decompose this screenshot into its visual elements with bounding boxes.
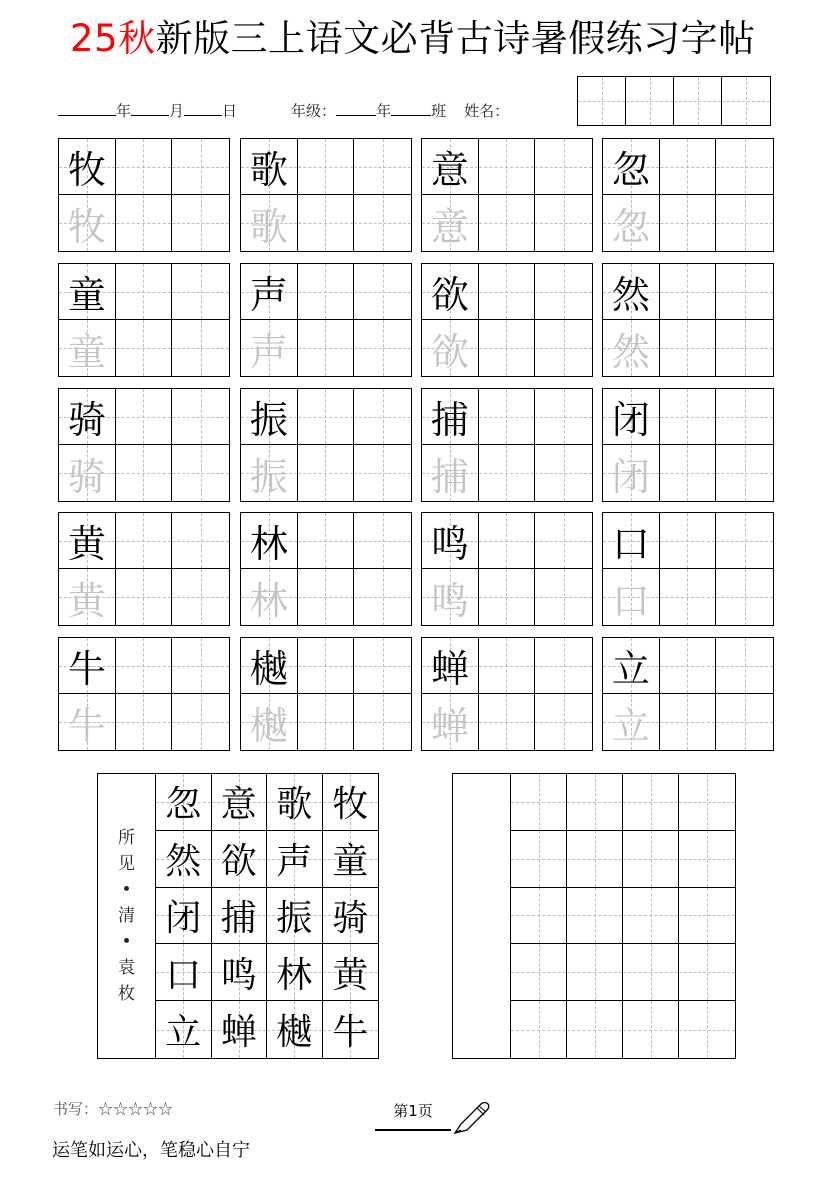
practice-block: [58, 637, 230, 751]
writing-cell[interactable]: [241, 569, 298, 625]
writing-cell[interactable]: [116, 320, 173, 376]
writing-cell[interactable]: [172, 638, 229, 694]
poem-cell: [156, 774, 212, 831]
writing-cell[interactable]: [660, 264, 717, 320]
writing-cell[interactable]: [59, 513, 116, 569]
info-line: [58, 100, 509, 122]
writing-cell[interactable]: [116, 569, 173, 625]
writing-cell[interactable]: [716, 320, 773, 376]
poem-character: 樾: [276, 1012, 313, 1054]
writing-cell[interactable]: [535, 389, 592, 445]
trace-character: 鸣: [430, 578, 469, 623]
poem-cell: [323, 774, 379, 831]
poem-character: 牧: [332, 784, 369, 826]
writing-cell[interactable]: [241, 513, 298, 569]
writing-cell[interactable]: [479, 694, 536, 750]
title-prefix: 25秋: [70, 17, 156, 60]
trace-character: 牧: [67, 204, 106, 249]
model-character: 口: [611, 522, 650, 566]
writing-cell[interactable]: [716, 139, 773, 195]
model-character: 然: [611, 273, 650, 317]
poem-title-char: •: [121, 932, 132, 952]
writing-cell[interactable]: [535, 445, 592, 501]
blank-writing-cell[interactable]: [679, 944, 735, 1001]
writing-cell[interactable]: [59, 569, 116, 625]
writing-cell[interactable]: [535, 195, 592, 251]
practice-block: [602, 512, 774, 626]
writing-cell[interactable]: [172, 513, 229, 569]
model-character: 林: [249, 522, 288, 566]
poem-character: 闭: [165, 897, 202, 939]
model-character: 捕: [430, 398, 469, 442]
blank-writing-cell[interactable]: [679, 1001, 735, 1058]
poem-character: 蝉: [220, 1012, 257, 1054]
blank-practice-box: [452, 773, 736, 1059]
writing-cell[interactable]: [535, 320, 592, 376]
writing-cell[interactable]: [172, 389, 229, 445]
writing-cell[interactable]: [354, 264, 411, 320]
poem-title-char: •: [121, 880, 132, 900]
writing-cell[interactable]: [479, 513, 536, 569]
writing-cell[interactable]: [535, 139, 592, 195]
model-character: 立: [611, 647, 650, 691]
trace-character: 意: [430, 204, 469, 249]
rating-label: 书写：☆☆☆☆☆: [53, 1100, 174, 1118]
poem-grid: [156, 774, 378, 1058]
writing-cell[interactable]: [660, 569, 717, 625]
writing-cell[interactable]: [603, 569, 660, 625]
blank-writing-cell[interactable]: [679, 831, 735, 888]
model-character: 忽: [611, 148, 650, 192]
writing-cell[interactable]: [59, 139, 116, 195]
blank-writing-cell[interactable]: [511, 1001, 567, 1058]
trace-character: 捕: [430, 454, 469, 499]
trace-character: 口: [611, 578, 650, 623]
poem-character: 林: [276, 954, 313, 996]
trace-character: 忽: [611, 204, 650, 249]
trace-character: 蝉: [430, 703, 469, 748]
blank-writing-cell[interactable]: [567, 888, 623, 945]
poem-cell: [267, 944, 323, 1001]
writing-cell[interactable]: [603, 513, 660, 569]
writing-cell[interactable]: [422, 195, 479, 251]
poem-cell: [323, 831, 379, 888]
poem-box: [97, 773, 379, 1059]
model-character: 欲: [430, 273, 469, 317]
writing-cell[interactable]: [116, 389, 173, 445]
writing-cell[interactable]: [172, 195, 229, 251]
writing-cell[interactable]: [354, 694, 411, 750]
writing-cell[interactable]: [422, 569, 479, 625]
writing-cell[interactable]: [354, 445, 411, 501]
poem-character: 牛: [332, 1012, 369, 1054]
poem-title-char: 袁: [118, 958, 135, 978]
writing-cell[interactable]: [535, 513, 592, 569]
writing-cell[interactable]: [660, 139, 717, 195]
writing-cell[interactable]: [354, 139, 411, 195]
writing-cell[interactable]: [660, 320, 717, 376]
poem-cell: [212, 831, 268, 888]
model-character: 童: [67, 273, 106, 317]
poem-character: 黄: [332, 954, 369, 996]
practice-block: [602, 263, 774, 377]
blank-writing-cell[interactable]: [511, 888, 567, 945]
blank-grid: [511, 774, 735, 1058]
writing-cell[interactable]: [59, 320, 116, 376]
name-box[interactable]: [577, 76, 771, 126]
page-number: 第1页: [375, 1100, 451, 1131]
poem-title-char: 见: [118, 854, 135, 874]
writing-cell[interactable]: [241, 694, 298, 750]
poem-cell: [156, 888, 212, 945]
practice-block: [58, 263, 230, 377]
model-character: 骑: [67, 398, 106, 442]
model-character: 闭: [611, 398, 650, 442]
practice-block: [421, 138, 593, 252]
writing-cell[interactable]: [716, 513, 773, 569]
blank-title-column[interactable]: [453, 774, 511, 1058]
poem-character: 骑: [332, 897, 369, 939]
poem-character: 捕: [220, 897, 257, 939]
trace-character: 立: [611, 703, 650, 748]
writing-cell[interactable]: [241, 264, 298, 320]
practice-block: [421, 388, 593, 502]
day-label: 日: [222, 102, 238, 120]
practice-block: [602, 637, 774, 751]
writing-cell[interactable]: [354, 389, 411, 445]
poem-cell: [267, 888, 323, 945]
poem-cell: [267, 831, 323, 888]
year-label: 年: [116, 102, 132, 120]
writing-cell[interactable]: [116, 139, 173, 195]
poem-cell: [212, 1001, 268, 1058]
writing-cell[interactable]: [354, 569, 411, 625]
name-cell[interactable]: [578, 77, 626, 125]
practice-block: [58, 388, 230, 502]
poem-cell: [267, 774, 323, 831]
blank-writing-cell[interactable]: [511, 774, 567, 831]
writing-cell[interactable]: [603, 139, 660, 195]
writing-cell[interactable]: [422, 694, 479, 750]
model-character: 振: [249, 398, 288, 442]
poem-character: 忽: [165, 784, 202, 826]
poem-character: 歌: [276, 784, 313, 826]
writing-cell[interactable]: [298, 139, 355, 195]
writing-cell[interactable]: [116, 264, 173, 320]
writing-cell[interactable]: [116, 638, 173, 694]
writing-cell[interactable]: [479, 264, 536, 320]
title-main: 新版三上语文必背古诗暑假练习字帖: [155, 17, 756, 60]
model-character: 牛: [67, 647, 106, 691]
writing-cell[interactable]: [354, 195, 411, 251]
writing-cell[interactable]: [603, 320, 660, 376]
writing-cell[interactable]: [422, 264, 479, 320]
model-character: 歌: [249, 148, 288, 192]
writing-cell[interactable]: [172, 320, 229, 376]
model-character: 鸣: [430, 522, 469, 566]
poem-title-column: [98, 774, 156, 1058]
trace-character: 童: [67, 329, 106, 374]
writing-cell[interactable]: [479, 389, 536, 445]
practice-block: [421, 512, 593, 626]
blank-writing-cell[interactable]: [567, 774, 623, 831]
writing-cell[interactable]: [172, 694, 229, 750]
model-character: 牧: [67, 148, 106, 192]
writing-cell[interactable]: [354, 320, 411, 376]
writing-cell[interactable]: [716, 445, 773, 501]
writing-cell[interactable]: [422, 513, 479, 569]
writing-cell[interactable]: [479, 195, 536, 251]
writing-cell[interactable]: [298, 264, 355, 320]
poem-cell: [156, 1001, 212, 1058]
blank-writing-cell[interactable]: [567, 1001, 623, 1058]
writing-cell[interactable]: [716, 569, 773, 625]
writing-cell[interactable]: [660, 445, 717, 501]
blank-writing-cell[interactable]: [567, 831, 623, 888]
writing-cell[interactable]: [479, 638, 536, 694]
writing-cell[interactable]: [241, 320, 298, 376]
name-cell[interactable]: [674, 77, 722, 125]
practice-block: [58, 138, 230, 252]
trace-character: 振: [249, 454, 288, 499]
writing-cell[interactable]: [660, 195, 717, 251]
writing-cell[interactable]: [298, 513, 355, 569]
writing-cell[interactable]: [298, 638, 355, 694]
trace-character: 樾: [249, 703, 288, 748]
class-label: 班: [431, 102, 447, 120]
poem-title-char: 所: [118, 828, 135, 848]
writing-cell[interactable]: [298, 694, 355, 750]
writing-cell[interactable]: [535, 638, 592, 694]
poem-character: 振: [276, 897, 313, 939]
poem-cell: [156, 944, 212, 1001]
writing-cell[interactable]: [172, 139, 229, 195]
model-character: 声: [249, 273, 288, 317]
poem-cell: [323, 944, 379, 1001]
trace-character: 黄: [67, 578, 106, 623]
writing-cell[interactable]: [172, 445, 229, 501]
writing-cell[interactable]: [716, 389, 773, 445]
writing-cell[interactable]: [422, 445, 479, 501]
writing-cell[interactable]: [59, 694, 116, 750]
blank-writing-cell[interactable]: [623, 831, 679, 888]
grade-label: 年级：: [291, 102, 337, 120]
model-character: 蝉: [430, 647, 469, 691]
poem-cell: [156, 831, 212, 888]
writing-cell[interactable]: [241, 139, 298, 195]
practice-block: [240, 637, 412, 751]
writing-cell[interactable]: [535, 694, 592, 750]
writing-cell[interactable]: [422, 638, 479, 694]
month-field[interactable]: [131, 101, 169, 116]
writing-cell[interactable]: [660, 513, 717, 569]
poem-cell: [323, 888, 379, 945]
writing-cell[interactable]: [479, 569, 536, 625]
trace-character: 林: [249, 578, 288, 623]
blank-writing-cell[interactable]: [623, 774, 679, 831]
blank-writing-cell[interactable]: [679, 774, 735, 831]
writing-cell[interactable]: [59, 264, 116, 320]
trace-character: 歌: [249, 204, 288, 249]
blank-writing-cell[interactable]: [679, 888, 735, 945]
practice-block: [240, 138, 412, 252]
writing-cell[interactable]: [603, 694, 660, 750]
trace-character: 欲: [430, 329, 469, 374]
trace-character: 声: [249, 329, 288, 374]
practice-block: [421, 637, 593, 751]
poem-cell: [323, 1001, 379, 1058]
model-character: 意: [430, 148, 469, 192]
trace-character: 牛: [67, 703, 106, 748]
poem-character: 声: [276, 841, 313, 883]
year-field[interactable]: [58, 101, 116, 116]
month-label: 月: [169, 102, 185, 120]
writing-cell[interactable]: [298, 445, 355, 501]
blank-writing-cell[interactable]: [623, 888, 679, 945]
writing-cell[interactable]: [298, 569, 355, 625]
writing-cell[interactable]: [298, 320, 355, 376]
practice-block: [240, 263, 412, 377]
name-cell[interactable]: [722, 77, 770, 125]
writing-cell[interactable]: [241, 195, 298, 251]
practice-block: [602, 388, 774, 502]
poem-cell: [212, 944, 268, 1001]
writing-cell[interactable]: [116, 513, 173, 569]
writing-cell[interactable]: [660, 694, 717, 750]
poem-character: 鸣: [220, 954, 257, 996]
poem-character: 然: [165, 841, 202, 883]
blank-writing-cell[interactable]: [567, 944, 623, 1001]
grade-year-field[interactable]: [336, 101, 376, 116]
class-field[interactable]: [391, 101, 431, 116]
motto: 运笔如运心，笔稳心自宁: [52, 1140, 250, 1161]
poem-character: 意: [220, 784, 257, 826]
writing-cell[interactable]: [479, 139, 536, 195]
writing-cell[interactable]: [116, 445, 173, 501]
practice-block: [421, 263, 593, 377]
writing-cell[interactable]: [660, 389, 717, 445]
trace-character: 闭: [611, 454, 650, 499]
name-label: 姓名：: [464, 102, 510, 120]
writing-cell[interactable]: [535, 264, 592, 320]
writing-cell[interactable]: [354, 513, 411, 569]
writing-cell[interactable]: [716, 638, 773, 694]
grade-year-label: 年: [376, 102, 392, 120]
practice-block: [240, 388, 412, 502]
writing-cell[interactable]: [241, 389, 298, 445]
blank-writing-cell[interactable]: [623, 944, 679, 1001]
model-character: 黄: [67, 522, 106, 566]
writing-cell[interactable]: [716, 195, 773, 251]
trace-character: 骑: [67, 454, 106, 499]
writing-cell[interactable]: [298, 195, 355, 251]
writing-cell[interactable]: [422, 389, 479, 445]
poem-character: 欲: [220, 841, 257, 883]
writing-cell[interactable]: [59, 389, 116, 445]
practice-block: [240, 512, 412, 626]
poem-character: 口: [165, 954, 202, 996]
practice-block: [58, 512, 230, 626]
writing-cell[interactable]: [172, 569, 229, 625]
writing-cell[interactable]: [716, 264, 773, 320]
pen-icon: [451, 1100, 491, 1136]
writing-cell[interactable]: [59, 195, 116, 251]
poem-cell: [212, 774, 268, 831]
writing-cell[interactable]: [603, 445, 660, 501]
writing-cell[interactable]: [479, 445, 536, 501]
model-character: 樾: [249, 647, 288, 691]
writing-cell[interactable]: [116, 195, 173, 251]
poem-character: 立: [165, 1012, 202, 1054]
page-title: [70, 14, 756, 64]
poem-cell: [267, 1001, 323, 1058]
writing-cell[interactable]: [354, 638, 411, 694]
writing-cell[interactable]: [660, 638, 717, 694]
writing-cell[interactable]: [603, 638, 660, 694]
writing-cell[interactable]: [116, 694, 173, 750]
writing-cell[interactable]: [298, 389, 355, 445]
blank-writing-cell[interactable]: [511, 831, 567, 888]
writing-cell[interactable]: [422, 320, 479, 376]
poem-title-char: 枚: [118, 984, 135, 1004]
poem-character: 童: [332, 841, 369, 883]
writing-cell[interactable]: [603, 389, 660, 445]
writing-cell[interactable]: [422, 139, 479, 195]
writing-cell[interactable]: [241, 638, 298, 694]
practice-block: [602, 138, 774, 252]
poem-title-char: 清: [118, 906, 135, 926]
trace-character: 然: [611, 329, 650, 374]
writing-cell[interactable]: [172, 264, 229, 320]
writing-cell[interactable]: [716, 694, 773, 750]
writing-cell[interactable]: [535, 569, 592, 625]
day-field[interactable]: [184, 101, 222, 116]
writing-cell[interactable]: [603, 264, 660, 320]
poem-cell: [212, 888, 268, 945]
writing-cell[interactable]: [603, 195, 660, 251]
writing-cell[interactable]: [59, 445, 116, 501]
name-cell[interactable]: [626, 77, 674, 125]
writing-cell[interactable]: [241, 445, 298, 501]
writing-cell[interactable]: [479, 320, 536, 376]
writing-cell[interactable]: [59, 638, 116, 694]
blank-writing-cell[interactable]: [511, 944, 567, 1001]
blank-writing-cell[interactable]: [623, 1001, 679, 1058]
